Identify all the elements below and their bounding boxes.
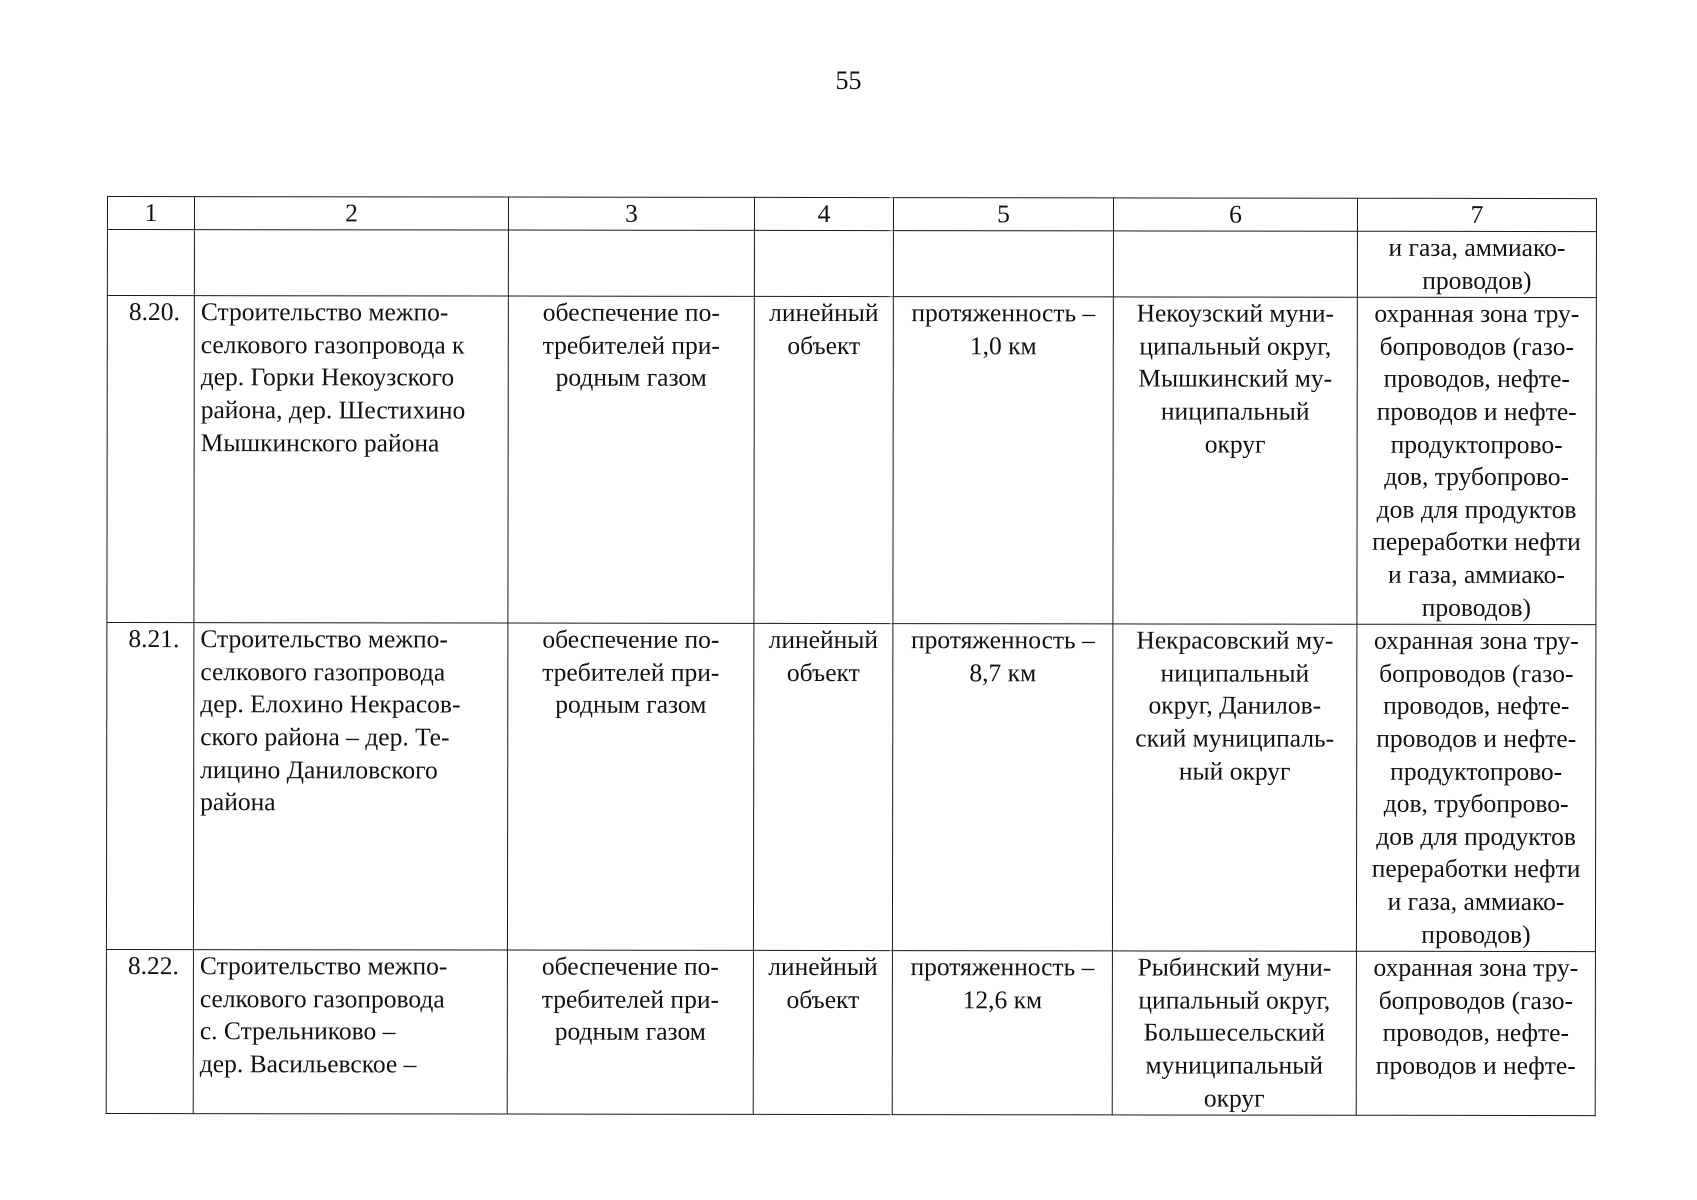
purpose-cell: обеспечение по- требителей при- родным газом — [508, 296, 754, 623]
column-number: 1 — [107, 197, 194, 230]
object-name-cell: Строительство межпо- селкового газопровода дер. Елохино Некрасов- ского района – дер. Те- лицино Даниловского района — [193, 623, 507, 950]
column-number: 5 — [893, 198, 1113, 231]
row-number-cell: 8.22. — [106, 950, 193, 1114]
location-cell: Некоузский муни- ципальный округ, Мышкинский му- ниципальный округ — [1113, 297, 1357, 624]
continuation-row — [107, 230, 1596, 298]
empty-cell — [107, 230, 194, 296]
empty-cell — [194, 230, 508, 297]
column-number: 2 — [194, 197, 508, 230]
table-row — [106, 950, 1595, 1116]
object-name-cell: Строительство межпо- селкового газопровода с. Стрельниково – дер. Васильевское – — [193, 950, 507, 1114]
purpose-cell: обеспечение по- требителей при- родным газом — [507, 950, 753, 1114]
column-number: 7 — [1357, 198, 1596, 231]
characteristic-cell: протяженность – 8,7 км — [892, 624, 1112, 951]
objects-table — [106, 196, 1597, 1116]
zone-cell: охранная зона тру- бопроводов (газо- проводов, нефте- проводов и нефте- продуктопрово- дов, трубопрово- дов для продуктов переработки нефти и газа, аммиако- проводов) — [1356, 624, 1595, 951]
empty-cell — [893, 231, 1113, 297]
object-type-cell: линейный объект — [753, 951, 892, 1115]
characteristic-cell: протяженность – 12,6 км — [892, 951, 1112, 1115]
characteristic-cell: протяженность – 1,0 км — [893, 297, 1113, 624]
row-number-cell: 8.21. — [106, 623, 193, 950]
table-row — [106, 623, 1595, 952]
object-name-cell: Строительство межпо- селкового газопровода к дер. Горки Некоузского района, дер. Шестихино Мышкинского района — [194, 296, 508, 623]
empty-cell — [754, 230, 893, 296]
location-cell: Некрасовский му- ниципальный округ, Данилов- ский муниципаль- ный округ — [1112, 624, 1356, 951]
table-row — [107, 296, 1596, 625]
location-cell: Рыбинский муни- ципальный округ, Большесельский муниципальный округ — [1112, 951, 1356, 1115]
object-type-cell: линейный объект — [754, 297, 893, 624]
page-number: 55 — [835, 66, 862, 95]
purpose-cell: обеспечение по- требителей при- родным газом — [507, 623, 753, 950]
object-type-cell: линейный объект — [753, 624, 892, 951]
column-number: 4 — [754, 197, 893, 230]
column-number: 6 — [1113, 198, 1357, 231]
empty-cell — [1113, 231, 1357, 298]
column-number-row — [107, 197, 1596, 232]
zone-cell: охранная зона тру- бопроводов (газо- проводов, нефте- проводов и нефте- продуктопрово- дов, трубопрово- дов для продуктов переработки нефти и газа, аммиако- проводов) — [1357, 297, 1596, 624]
zone-cell: охранная зона тру- бопроводов (газо- проводов, нефте- проводов и нефте- — [1356, 951, 1595, 1115]
zone-continuation-cell: и газа, аммиако- проводов) — [1357, 231, 1596, 298]
empty-cell — [508, 230, 754, 297]
column-number: 3 — [508, 197, 754, 230]
row-number-cell: 8.20. — [107, 296, 194, 623]
